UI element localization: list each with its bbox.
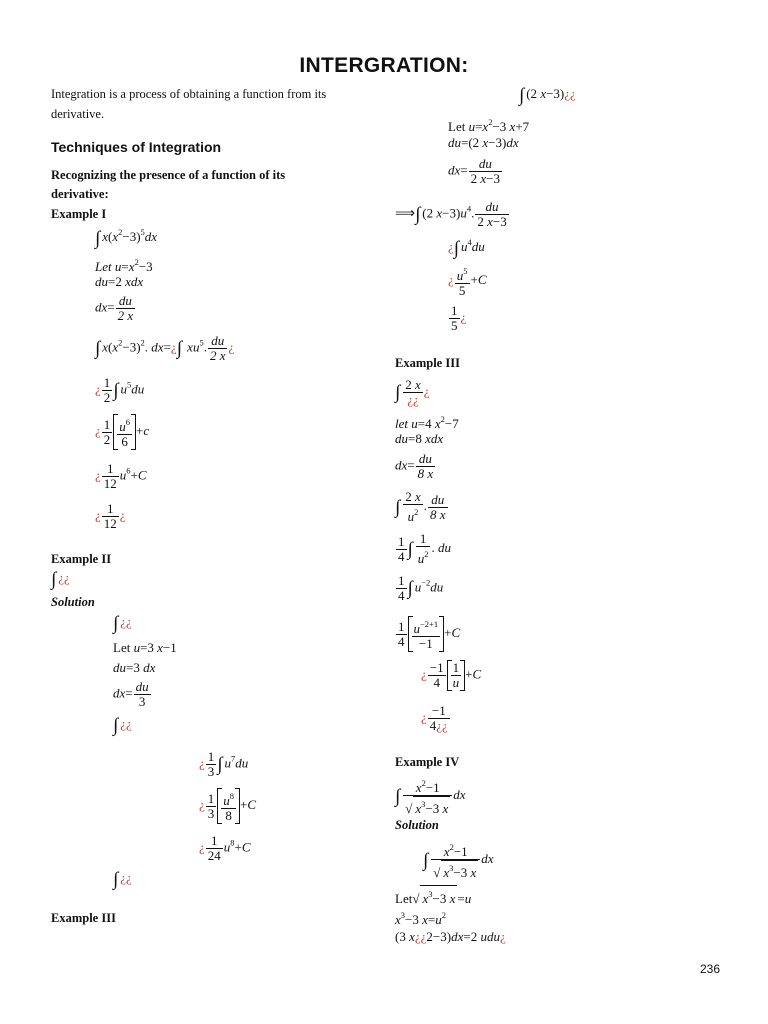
math-line: ∫ ¿¿ bbox=[113, 869, 132, 890]
math-line: Let√ $x^3-3$ x =u bbox=[395, 885, 471, 907]
math-line: $\frac{1}{4}$ ∫ $\frac{1}{u^2}$ . du bbox=[398, 531, 451, 566]
intro-paragraph: Integration is a process of obtaining a function from its derivative. bbox=[51, 87, 327, 121]
math-line: dx= $\frac{du}{2 x}$ bbox=[95, 293, 134, 323]
math-line: ¿ $\frac{1}{24}$ $u^8+C$ bbox=[199, 833, 251, 863]
math-line: du=8 xdx bbox=[395, 431, 444, 446]
math-line: ∫ (2 x−3)¿¿ bbox=[519, 85, 576, 106]
math-line: ∫ $x(x^2-3)^2$. dx=¿∫ $xu^5$. $\frac{du}{2 x}$ ¿ bbox=[95, 333, 235, 363]
solution-label-right: Solution bbox=[395, 818, 439, 832]
math-line: ∫ ¿¿ bbox=[113, 613, 132, 634]
math-line: ¿ $\frac{u^5}{5}$ +C bbox=[448, 266, 487, 298]
example-4-label: Example IV bbox=[395, 755, 460, 769]
math-line: ¿∫ $u^4du$ bbox=[448, 237, 485, 259]
math-line: ∫ $\frac{2 x}{¿¿}$ ¿ bbox=[395, 377, 430, 407]
example-1-label: Example I bbox=[51, 207, 107, 221]
math-line: $x^3-3$ $x=u^2$ bbox=[395, 910, 446, 927]
math-line: ∫ ¿¿ bbox=[51, 569, 70, 590]
math-line: Let $u=x^2-3$ bbox=[95, 257, 153, 274]
math-line: ¿ $\frac{-1}{4¿¿}$ bbox=[421, 703, 448, 733]
math-line: ¿ $\frac{1}{3}$ $\frac{u^8}{8}$ +C bbox=[199, 788, 256, 824]
math-line: ∫ ¿¿ bbox=[113, 715, 132, 736]
solution-label: Solution bbox=[51, 595, 95, 609]
math-line: ∫ $\frac{2 x}{u^2}$ . $\frac{du}{8 x}$ bbox=[395, 489, 446, 524]
math-line: ¿ $\frac{1}{2}$ ∫ $u^5du$ bbox=[95, 375, 145, 405]
math-line: ∫ $x(x^2-3)^5dx$ bbox=[95, 227, 158, 249]
math-line: dx= $\frac{du}{8 x}$ bbox=[395, 451, 434, 481]
math-line: ¿ $\frac{1}{12}$ ¿ bbox=[95, 501, 126, 531]
math-line: dx= $\frac{du}{3}$ bbox=[113, 679, 149, 709]
math-line: du=(2 x−3)dx bbox=[448, 135, 519, 150]
math-line: ¿ $\frac{-1}{4}$ $\frac{1}{u}$ +C bbox=[421, 660, 482, 690]
math-line: du=3 dx bbox=[113, 660, 156, 675]
techniques-heading: Techniques of Integration bbox=[51, 139, 222, 155]
example-2-label: Example II bbox=[51, 552, 112, 566]
math-line: $\frac{1}{4}$ $\frac{u^{-2+1}}{-1}$ +C bbox=[395, 616, 460, 652]
page-title: INTERGRATION: bbox=[299, 54, 469, 77]
math-line: $\frac{1}{4}$ ∫ $u^{-2}du$ bbox=[398, 573, 444, 603]
example-3-label-right: Example III bbox=[395, 356, 460, 370]
math-line: (3 x¿¿2−3)dx=2 udu¿ bbox=[395, 929, 506, 944]
example-3-label-left: Example III bbox=[51, 911, 116, 925]
math-line: ¿ $\frac{1}{3}$ ∫ $u^7du$ bbox=[199, 749, 249, 779]
math-line: Let $u=x^2-3$ x+7 bbox=[448, 117, 530, 134]
math-line: ¿ $\frac{1}{12}$ $u^6+C$ bbox=[95, 461, 147, 491]
math-line: du=2 xdx bbox=[95, 274, 144, 289]
math-line: Let u=3 x−1 bbox=[113, 640, 177, 655]
math-line: dx= $\frac{du}{2 x-3}$ bbox=[448, 156, 500, 186]
page-number: 236 bbox=[699, 962, 720, 976]
math-line: ¿ $\frac{1}{2}$ $\frac{u^6}{6}$ +c bbox=[95, 414, 149, 450]
math-line: $\frac{1}{5}$ ¿ bbox=[451, 303, 467, 333]
recognizing-heading: Recognizing the presence of a function of its derivative: bbox=[51, 168, 286, 201]
math-line: let u=4 $x^2-7$ bbox=[395, 414, 459, 431]
math-line: ⟹∫ (2 $x-3)u^4$. $\frac{du}{2 x-3}$ bbox=[395, 199, 507, 229]
math-line: ∫ $\frac{x^2-1}{√ x^3-3 x}$ dx bbox=[395, 778, 466, 816]
math-line: ∫ $\frac{x^2-1}{√ x^3-3 x}$ dx bbox=[423, 842, 494, 880]
